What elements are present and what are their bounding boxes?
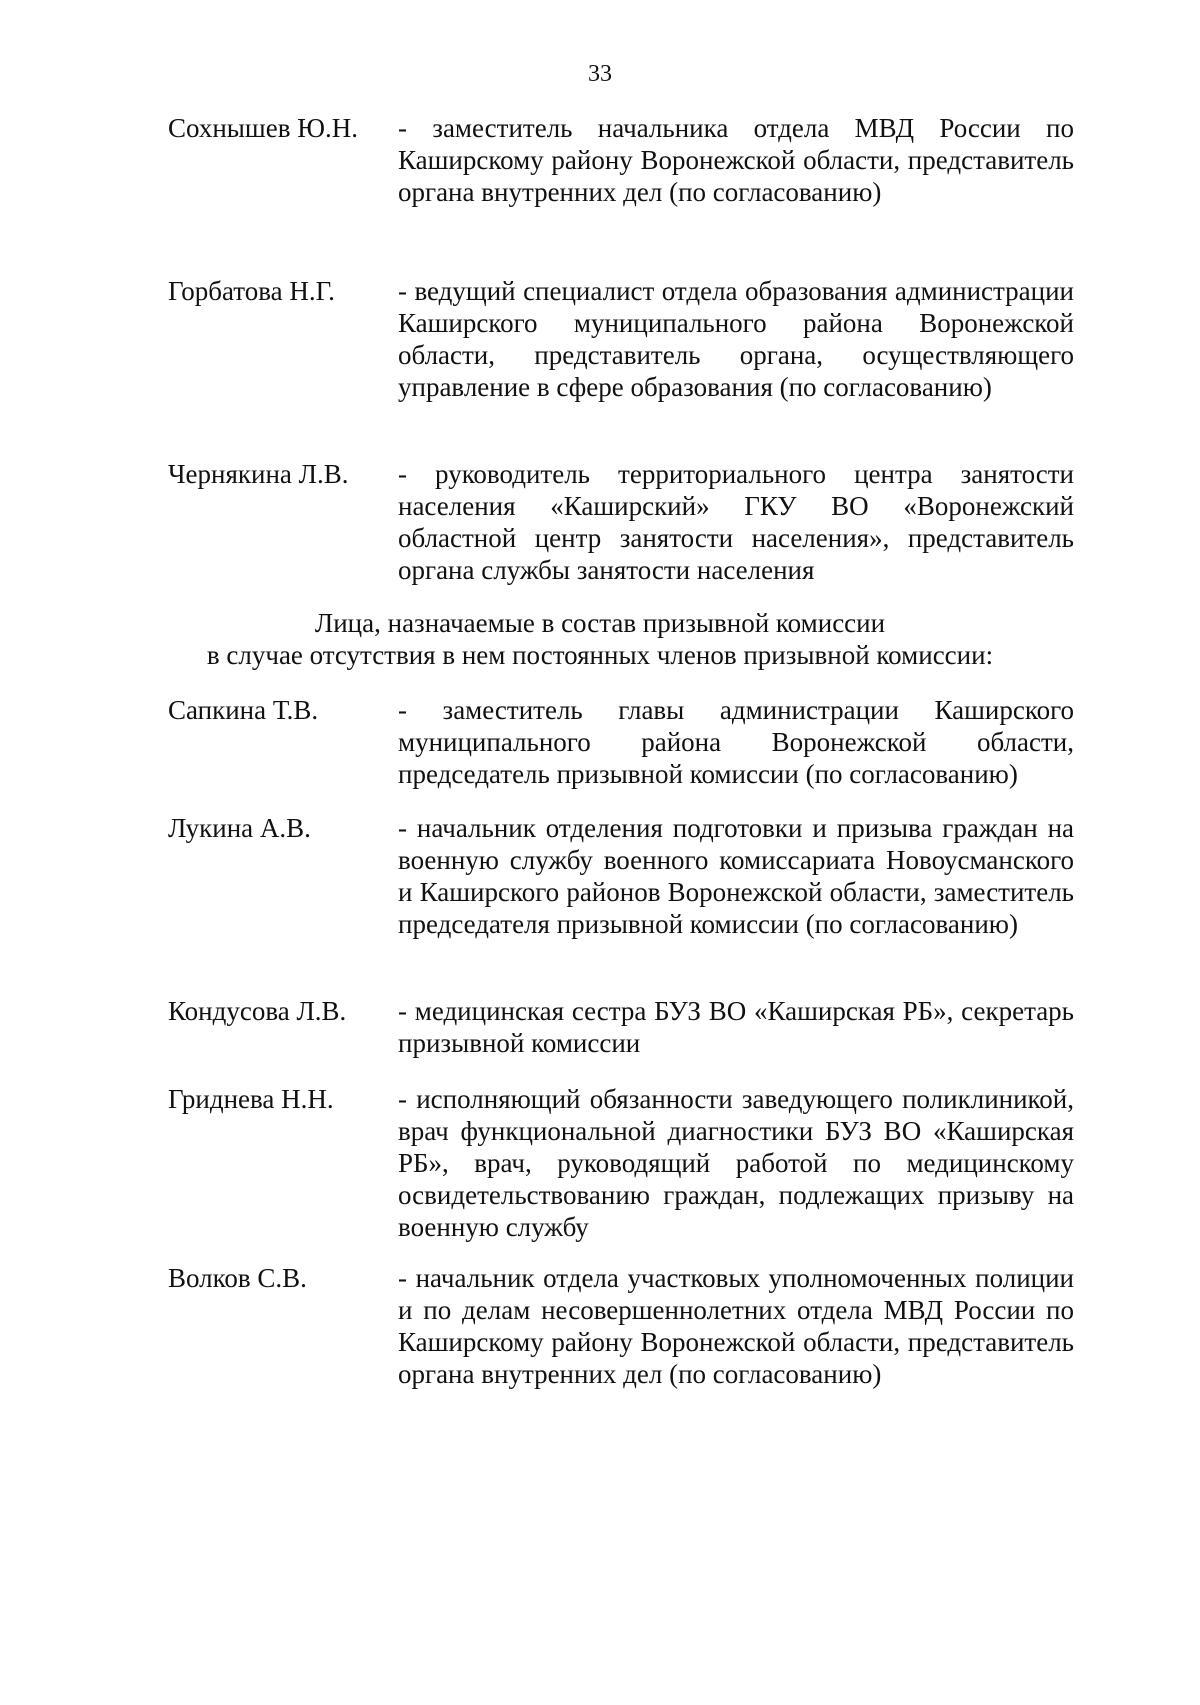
- member-description: - исполняющий обязанности заведующего поликлиникой, врач функциональной диагностики БУЗ ВО «Каширская РБ», врач, руководящий работой по медицинскому освидетельствованию граждан, подлежащих призыву на военную службу: [398, 1084, 1074, 1242]
- member-entry-kondusova: [168, 995, 1074, 1059]
- member-description: - начальник отделения подготовки и призыва граждан на военную службу военного комиссариата Новоусманского и Каширского районов Воронежской области, заместитель председателя призывной комиссии (по согласованию): [398, 813, 1074, 939]
- member-name: Волков С.В.: [168, 1263, 307, 1293]
- member-name: Лукина А.В.: [168, 813, 311, 843]
- member-entry-lukina: [168, 812, 1074, 940]
- member-name: Кондусова Л.В.: [168, 996, 347, 1026]
- member-description: - начальник отдела участковых уполномоченных полиции и по делам несовершеннолетних отдела МВД России по Каширскому району Воронежской области, представитель органа внутренних дел (по согласованию): [398, 1263, 1074, 1389]
- member-name: Чернякина Л.В.: [168, 459, 349, 489]
- member-description: - ведущий специалист отдела образования администрации Каширского муниципального района Воронежской области, представитель органа, осуществляющего управление в сфере образования (по согласованию): [398, 276, 1074, 402]
- member-entry-sapkina: [168, 694, 1074, 790]
- member-description: - медицинская сестра БУЗ ВО «Каширская РБ», секретарь призывной комиссии: [398, 996, 1074, 1058]
- member-description: - заместитель начальника отдела МВД России по Каширскому району Воронежской области, представитель органа внутренних дел (по согласованию): [398, 113, 1074, 207]
- member-entry-sokhnyshev: [168, 112, 1074, 208]
- member-name: Горбатова Н.Г.: [168, 276, 335, 306]
- member-entry-chernyakina: [168, 458, 1074, 586]
- member-entry-gridneva: [168, 1083, 1074, 1243]
- member-name: Гриднева Н.Н.: [168, 1084, 334, 1114]
- member-entry-volkov: [168, 1262, 1074, 1390]
- section-heading-line-1: Лица, назначаемые в состав призывной комиссии: [314, 608, 886, 638]
- member-description: - руководитель территориального центра занятости населения «Каширский» ГКУ ВО «Воронежский областной центр занятости населения», представитель органа службы занятости населения: [398, 459, 1074, 585]
- member-name: Сапкина Т.В.: [168, 695, 319, 725]
- member-entry-gorbatova: [168, 275, 1074, 403]
- member-description: - заместитель главы администрации Каширского муниципального района Воронежской области, председатель призывной комиссии (по согласованию): [398, 695, 1074, 789]
- member-name: Сохнышев Ю.Н.: [168, 113, 358, 143]
- page-number: 33: [588, 61, 612, 87]
- section-heading-line-2: в случае отсутствия в нем постоянных членов призывной комиссии:: [206, 640, 994, 670]
